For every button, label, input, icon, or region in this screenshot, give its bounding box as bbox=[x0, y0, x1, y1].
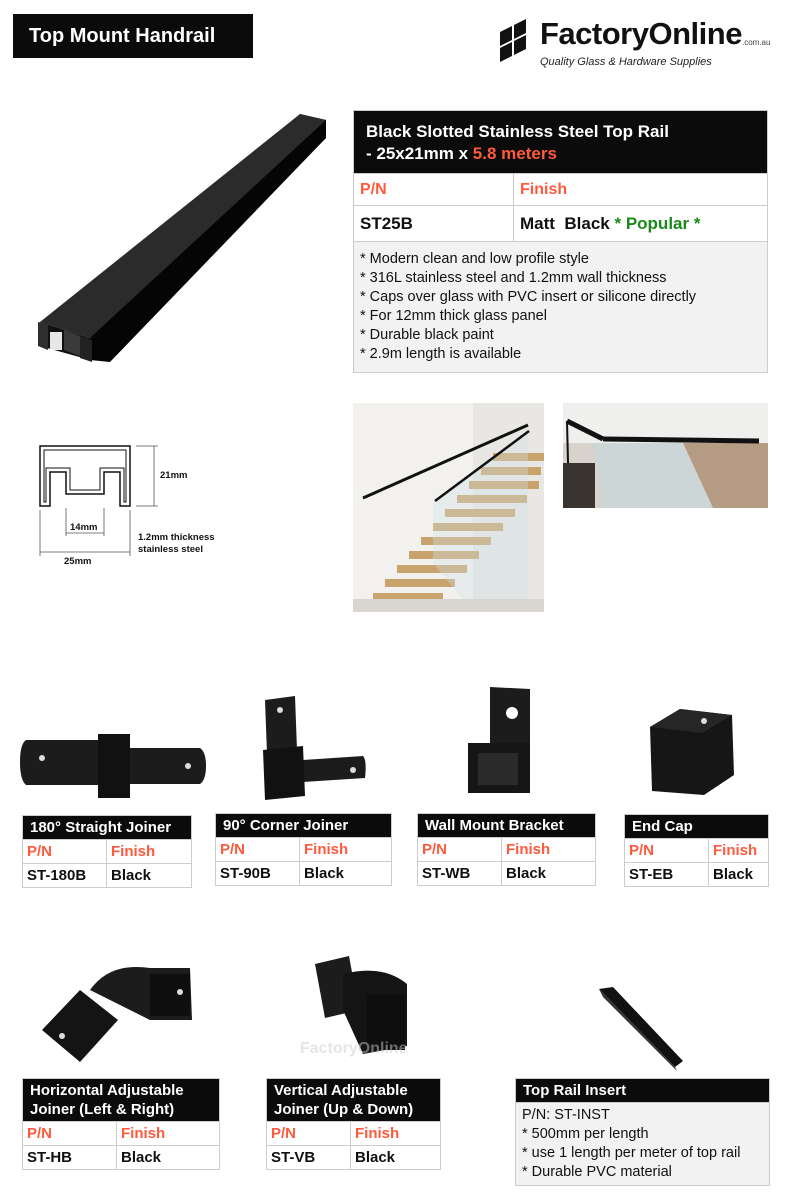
feature-item: * Caps over glass with PVC insert or silicone directly bbox=[360, 289, 697, 305]
straight-joiner-table bbox=[22, 815, 192, 888]
brand-domain: .com.au bbox=[742, 38, 771, 47]
part-title bbox=[23, 1079, 219, 1121]
product-size: - 25x21mm x bbox=[366, 144, 473, 163]
finish-label: Finish bbox=[506, 841, 551, 858]
insert-detail-item: * Durable PVC material bbox=[522, 1164, 672, 1180]
pn-label: P/N bbox=[418, 838, 502, 861]
staircase-photo bbox=[353, 403, 544, 612]
end-cap-table bbox=[624, 814, 769, 887]
spec-header-row bbox=[354, 173, 767, 205]
horizontal-joiner-table bbox=[22, 1078, 220, 1170]
insert-details bbox=[516, 1102, 769, 1185]
rail-insert-image bbox=[595, 985, 685, 1075]
pn-label: P/N bbox=[625, 839, 709, 862]
finish-label: Finish bbox=[355, 1125, 400, 1142]
finish-label: Finish bbox=[713, 842, 758, 859]
pn-label: P/N bbox=[23, 1122, 117, 1145]
product-title-line2 bbox=[366, 143, 755, 165]
finish-label: Finish bbox=[304, 841, 349, 858]
product-title-line1: Black Slotted Stainless Steel Top Rail bbox=[366, 122, 669, 141]
pn-column-label: P/N bbox=[354, 174, 514, 205]
part-title: Top Rail Insert bbox=[516, 1079, 769, 1102]
brand-logo bbox=[496, 16, 776, 76]
finish-value: Black bbox=[355, 1149, 396, 1166]
watermark: FactoryOnline bbox=[300, 1040, 408, 1057]
feature-item: * 2.9m length is available bbox=[360, 346, 522, 362]
width-dimension: 25mm bbox=[64, 556, 92, 567]
spec-value-row bbox=[354, 205, 767, 241]
wall-bracket-table bbox=[417, 813, 596, 886]
brand-name: FactoryOnline bbox=[540, 16, 742, 51]
finish-value: Black bbox=[713, 866, 754, 883]
pn-value: ST-90B bbox=[216, 862, 300, 885]
rail-insert-table bbox=[515, 1078, 770, 1186]
part-title-line2: Joiner (Up & Down) bbox=[274, 1101, 414, 1118]
brand-tagline: Quality Glass & Hardware Supplies bbox=[540, 56, 712, 68]
page-title: Top Mount Handrail bbox=[13, 14, 253, 58]
part-title-line2: Joiner (Left & Right) bbox=[30, 1101, 175, 1118]
horizontal-joiner-image bbox=[40, 960, 200, 1072]
finish-label: Finish bbox=[111, 843, 156, 860]
finish-value bbox=[514, 206, 767, 241]
part-title-line1: Horizontal Adjustable bbox=[30, 1082, 184, 1099]
insert-detail-item: * 500mm per length bbox=[522, 1126, 649, 1142]
finish-column-label: Finish bbox=[520, 181, 568, 198]
part-title-line1: Vertical Adjustable bbox=[274, 1082, 408, 1099]
part-title bbox=[267, 1079, 440, 1121]
insert-pn: P/N: ST-INST bbox=[522, 1107, 610, 1123]
pn-label: P/N bbox=[267, 1122, 351, 1145]
wall-bracket-image bbox=[460, 685, 550, 800]
inner-width-dimension: 14mm bbox=[70, 522, 98, 533]
pn-value: ST25B bbox=[354, 206, 514, 241]
product-length: 5.8 meters bbox=[472, 144, 557, 163]
height-dimension: 21mm bbox=[160, 470, 188, 481]
finish-label: Finish bbox=[121, 1125, 166, 1142]
pn-value: ST-180B bbox=[23, 864, 107, 887]
pn-label: P/N bbox=[23, 840, 107, 863]
finish-value: Black bbox=[111, 867, 152, 884]
finish-value: Black bbox=[121, 1149, 162, 1166]
thickness-note: 1.2mm thickness bbox=[138, 532, 215, 543]
feature-item: * Durable black paint bbox=[360, 327, 494, 343]
pn-value: ST-WB bbox=[418, 862, 502, 885]
feature-list bbox=[354, 241, 767, 372]
feature-item: * For 12mm thick glass panel bbox=[360, 308, 547, 324]
corner-joiner-table bbox=[215, 813, 392, 886]
finish-value: Black bbox=[506, 865, 547, 882]
corner-joiner-image bbox=[255, 690, 370, 805]
insert-detail-item: * use 1 length per meter of top rail bbox=[522, 1145, 741, 1161]
corner-rail-photo bbox=[563, 403, 768, 508]
top-rail-photo bbox=[30, 110, 350, 380]
part-title: Wall Mount Bracket bbox=[418, 814, 595, 837]
pn-value: ST-VB bbox=[267, 1146, 351, 1169]
part-title: 90° Corner Joiner bbox=[216, 814, 391, 837]
part-title: End Cap bbox=[625, 815, 768, 838]
finish-text: Matt Black bbox=[520, 214, 610, 233]
vertical-joiner-table bbox=[266, 1078, 441, 1170]
feature-item: * 316L stainless steel and 1.2mm wall thickness bbox=[360, 270, 667, 286]
part-title: 180° Straight Joiner bbox=[23, 816, 191, 839]
top-rail-spec-table bbox=[353, 110, 768, 373]
profile-diagram bbox=[30, 428, 310, 578]
feature-item: * Modern clean and low profile style bbox=[360, 251, 589, 267]
logo-mark-icon bbox=[496, 18, 536, 64]
pn-label: P/N bbox=[216, 838, 300, 861]
pn-value: ST-EB bbox=[625, 863, 709, 886]
pn-value: ST-HB bbox=[23, 1146, 117, 1169]
straight-joiner-image bbox=[18, 730, 208, 805]
end-cap-image bbox=[640, 705, 740, 800]
finish-value: Black bbox=[304, 865, 345, 882]
popular-badge: * Popular * bbox=[614, 214, 701, 233]
material-note: stainless steel bbox=[138, 544, 203, 555]
product-title bbox=[354, 111, 767, 173]
